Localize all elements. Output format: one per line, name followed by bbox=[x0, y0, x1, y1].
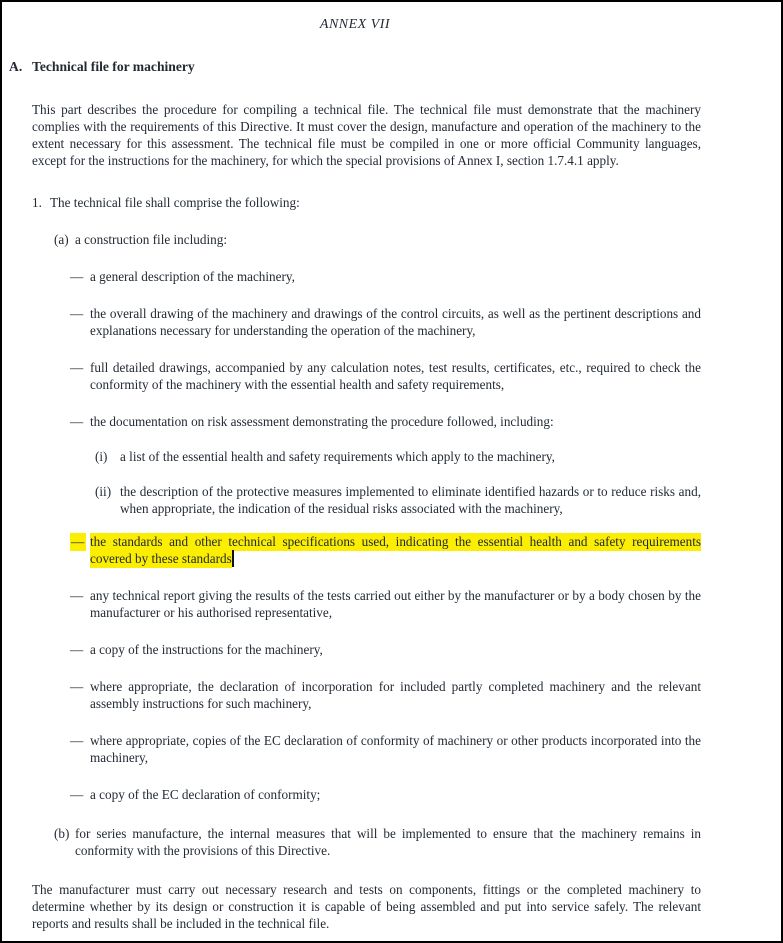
dash-list-item bbox=[70, 587, 701, 621]
dash-list-item bbox=[70, 268, 701, 285]
dash-list-item bbox=[70, 678, 701, 712]
highlight-marker: — bbox=[71, 534, 85, 549]
list-item-b bbox=[54, 825, 701, 859]
list-item-1 bbox=[32, 194, 701, 211]
dash-marker: — bbox=[70, 787, 84, 802]
dash-marker: — bbox=[70, 360, 84, 375]
dash-marker: — bbox=[70, 588, 84, 603]
dash-item-text: a copy of the instructions for the machinery, bbox=[90, 642, 323, 657]
dash-list-item bbox=[70, 305, 701, 339]
list-item-1-marker: 1. bbox=[32, 195, 42, 210]
dash-marker bbox=[70, 533, 90, 567]
dash-list-item bbox=[70, 359, 701, 393]
section-heading bbox=[9, 58, 701, 75]
sub-item-text: a list of the essential health and safety requirements which apply to the machinery, bbox=[120, 449, 555, 464]
dash-marker: — bbox=[70, 733, 84, 748]
annex-title: ANNEX VII bbox=[319, 17, 391, 32]
sub-list-item-ii bbox=[92, 483, 701, 517]
dash-marker: — bbox=[70, 679, 84, 694]
list-item-1-text: The technical file shall comprise the following: bbox=[50, 195, 300, 210]
dash-item-text: where appropriate, copies of the EC declaration of conformity of machinery or other products incorporated into the machinery, bbox=[90, 733, 701, 765]
list-item-b-marker: (b) bbox=[54, 826, 70, 841]
sub-item-marker: (ii) bbox=[95, 484, 112, 499]
list-item-a-text: a construction file including: bbox=[75, 232, 227, 247]
sub-list-item-i bbox=[92, 448, 701, 465]
dash-list-item bbox=[70, 732, 701, 766]
dash-marker: — bbox=[70, 269, 84, 284]
section-letter: A. bbox=[9, 59, 23, 74]
text-cursor bbox=[232, 550, 234, 567]
list-item-a-marker: (a) bbox=[54, 232, 69, 247]
dash-item-text: any technical report giving the results of the tests carried out either by the manufacturer or by a body chosen by the manufacturer or his authorised representative, bbox=[90, 588, 701, 620]
highlighted-list-item bbox=[70, 533, 701, 567]
dash-list-item bbox=[70, 641, 701, 658]
dash-marker: — bbox=[70, 642, 84, 657]
list-item-a bbox=[54, 231, 701, 248]
dash-item-text: where appropriate, the declaration of incorporation for included partly completed machinery and the relevant assembly instructions for such machinery, bbox=[90, 679, 701, 711]
dash-item-text: the documentation on risk assessment demonstrating the procedure followed, including: bbox=[90, 414, 554, 429]
section-title: Technical file for machinery bbox=[32, 59, 195, 74]
dash-item-text: a copy of the EC declaration of conformity; bbox=[90, 787, 321, 802]
dash-item-text: the overall drawing of the machinery and drawings of the control circuits, as well as the pertinent descriptions and explanations necessary for understanding the operation of the machinery, bbox=[90, 306, 701, 338]
list-item-b-text: for series manufacture, the internal measures that will be implemented to ensure that the machinery remains in conformity with the provisions of this Directive. bbox=[75, 826, 701, 858]
dash-item-text: full detailed drawings, accompanied by any calculation notes, test results, certificates, etc., required to check the conformity of the machinery with the essential health and safety requirements, bbox=[90, 360, 701, 392]
intro-paragraph: This part describes the procedure for compiling a technical file. The technical file must demonstrate that the machinery complies with the requirements of this Directive. It must cover the design, manufacture and operation of the machinery to the extent necessary for this assessment. The technical file must be compiled in one or more official Community languages, except for the instructions for the machinery, for which the special provisions of Annex I, section 1.7.4.1 apply. bbox=[32, 102, 701, 168]
sub-item-marker: (i) bbox=[95, 449, 108, 464]
dash-marker: — bbox=[70, 306, 84, 321]
dash-marker: — bbox=[70, 414, 84, 429]
dash-list-item bbox=[70, 413, 701, 430]
highlighted-text-selection[interactable]: the standards and other technical specifications used, indicating the essential health and safety requirements covered by these standards bbox=[90, 534, 701, 566]
dash-list-item bbox=[70, 786, 701, 803]
closing-paragraph: The manufacturer must carry out necessary research and tests on components, fittings or the completed machinery to determine whether by its design or construction it is capable of being assembled and put into service safely. The relevant reports and results shall be included in the technical file. bbox=[32, 882, 701, 931]
dash-item-text: a general description of the machinery, bbox=[90, 269, 295, 284]
highlighted-item-text bbox=[90, 533, 701, 567]
sub-item-text: the description of the protective measures implemented to eliminate identified hazards or to reduce risks and, when appropriate, the indication of the residual risks associated with the machinery, bbox=[120, 484, 701, 516]
